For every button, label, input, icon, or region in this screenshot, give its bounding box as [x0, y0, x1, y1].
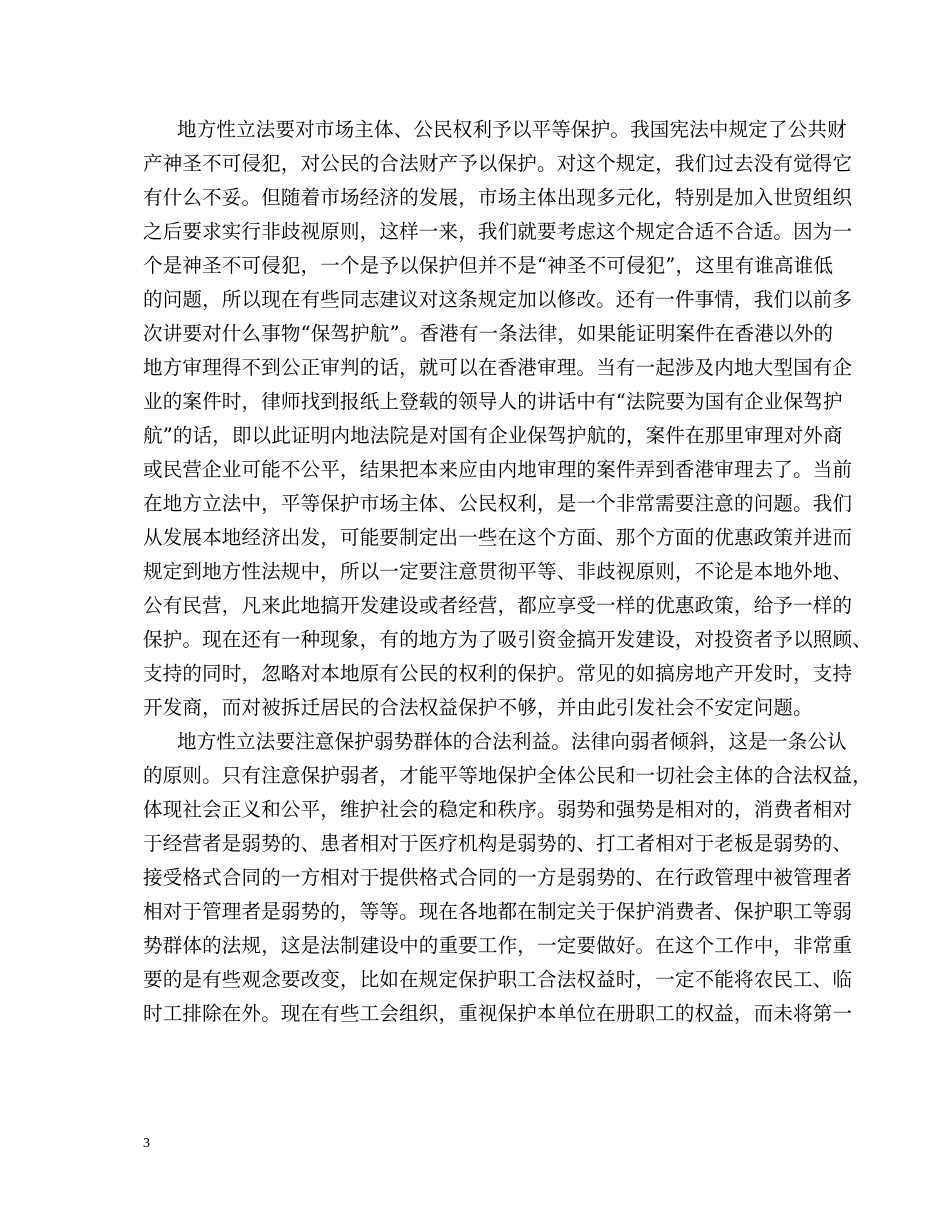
text-line: 地方性立法要注意保护弱势群体的合法利益。法律向弱者倾斜，这是一条公认	[177, 730, 847, 753]
text-line: 于经营者是弱势的、患者相对于医疗机构是弱势的、打工者相对于老板是弱势的、	[143, 832, 853, 855]
text-line: 时工排除在外。现在有些工会组织，重视保护本单位在册职工的权益，而未将第一	[143, 1002, 853, 1025]
text-line: 的问题，所以现在有些同志建议对这条规定加以修改。还有一件事情，我们以前多	[143, 288, 853, 311]
text-line: 有什么不妥。但随着市场经济的发展，市场主体出现多元化，特别是加入世贸组织	[143, 186, 853, 209]
text-line: 在地方立法中，平等保护市场主体、公民权利，是一个非常需要注意的问题。我们	[143, 492, 853, 515]
text-line: 或民营企业可能不公平，结果把本来应由内地审理的案件弄到香港审理去了。当前	[143, 458, 853, 481]
text-line: 开发商，而对被拆迁居民的合法权益保护不够，并由此引发社会不安定问题。	[143, 696, 813, 719]
text-line: 之后要求实行非歧视原则，这样一来，我们就要考虑这个规定合适不合适。因为一	[143, 220, 853, 243]
text-line: 次讲要对什么事物“保驾护航”。香港有一条法律，如果能证明案件在香港以外的	[143, 322, 834, 345]
text-line: 势群体的法规，这是法制建设中的重要工作，一定要做好。在这个工作中，非常重	[143, 934, 853, 957]
text-line: 公有民营，凡来此地搞开发建设或者经营，都应享受一样的优惠政策，给予一样的	[143, 594, 853, 617]
text-line: 要的是有些观念要改变，比如在规定保护职工合法权益时，一定不能将农民工、临	[143, 968, 853, 991]
text-line: 业的案件时，律师找到报纸上登载的领导人的讲话中有“法院要为国有企业保驾护	[143, 390, 843, 413]
text-line: 体现社会正义和公平，维护社会的稳定和秩序。弱势和强势是相对的，消费者相对	[143, 798, 853, 821]
text-line: 保护。现在还有一种现象，有的地方为了吸引资金搞开发建设，对投资者予以照顾、	[143, 628, 872, 651]
text-line: 支持的同时，忽略对本地原有公民的权利的保护。常见的如搞房地产开发时，支持	[143, 662, 853, 685]
text-line: 地方审理得不到公正审判的话，就可以在香港审理。当有一起涉及内地大型国有企	[143, 356, 853, 379]
text-line: 产神圣不可侵犯，对公民的合法财产予以保护。对这个规定，我们过去没有觉得它	[143, 152, 853, 175]
text-line: 地方性立法要对市场主体、公民权利予以平等保护。我国宪法中规定了公共财	[177, 118, 847, 141]
page-number: 3	[143, 1136, 150, 1151]
text-line: 个是神圣不可侵犯，一个是予以保护但并不是“神圣不可侵犯”，这里有谁高谁低	[143, 254, 834, 277]
text-line: 航”的话，即以此证明内地法院是对国有企业保驾护航的，案件在那里审理对外商	[143, 424, 843, 447]
text-line: 从发展本地经济出发，可能要制定出一些在这个方面、那个方面的优惠政策并进而	[143, 526, 853, 549]
text-line: 的原则。只有注意保护弱者，才能平等地保护全体公民和一切社会主体的合法权益，	[143, 764, 872, 787]
text-line: 规定到地方性法规中，所以一定要注意贯彻平等、非歧视原则，不论是本地外地、	[143, 560, 853, 583]
text-line: 接受格式合同的一方相对于提供格式合同的一方是弱势的、在行政管理中被管理者	[143, 866, 853, 889]
text-line: 相对于管理者是弱势的，等等。现在各地都在制定关于保护消费者、保护职工等弱	[143, 900, 853, 923]
